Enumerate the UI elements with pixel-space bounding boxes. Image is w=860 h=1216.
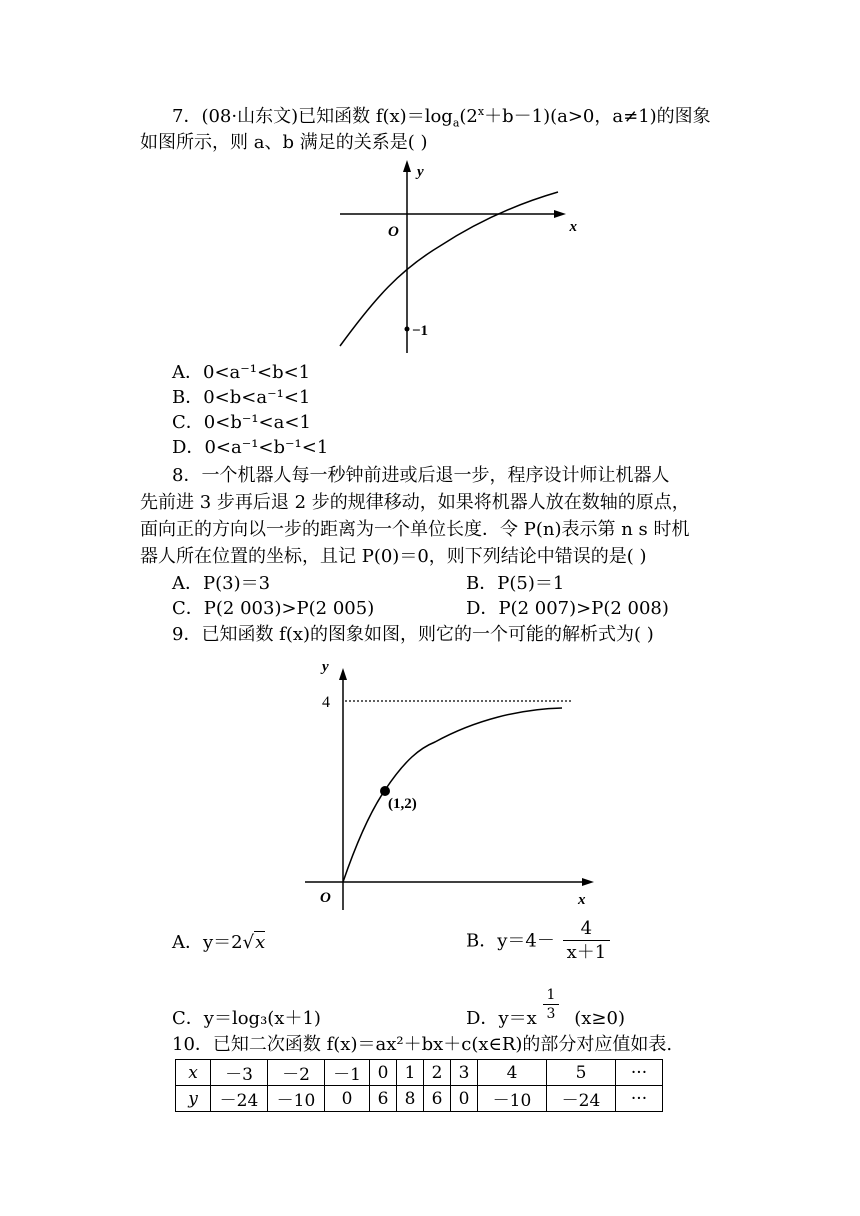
q9-figure [300,652,600,914]
q7-x-label: x [569,219,577,235]
q9-option-a: A．y＝2√x [172,932,266,953]
q9-stem: 9．已知函数 f(x)的图象如图，则它的一个可能的解析式为( ) [172,624,654,645]
q7-option-d: D．0<a⁻¹<b⁻¹<1 [172,437,329,458]
q7-curve [340,192,558,346]
q8-stem-line3: 面向正的方向以一步的距离为一个单位长度．令 P(n)表示第 n s 时机 [140,519,690,540]
q7-option-a: A．0<a⁻¹<b<1 [172,362,311,383]
q9-option-d: D．y＝x $\frac{1}{3}$ (x≥0) [466,987,625,1029]
q7-option-b: B．0<b<a⁻¹<1 [172,387,311,408]
q8-option-b: B．P(5)＝1 [466,573,565,594]
q8-option-c: C．P(2 003)>P(2 005) [172,598,375,619]
q9-x-axis-arrow [582,878,594,886]
q9-y-axis-arrow [339,668,347,680]
table-row-y: y －24 －10 0 6 8 6 0 －10 －24 ··· [176,1086,663,1112]
q9-point [380,786,390,796]
q10-value-table [175,1059,663,1112]
q8-option-d: D．P(2 007)>P(2 008) [466,598,669,619]
q7-x-axis-arrow [554,210,566,218]
q8-stem-line4: 器人所在位置的坐标，且记 P(0)＝0，则下列结论中错误的是( ) [140,546,647,567]
q9-origin-label: O [320,890,331,906]
q9-option-d-exponent: $\frac{1}{3}$ [543,986,560,1023]
q9-option-b: B．y＝4－ $\frac{4}{x+1}$ [466,918,610,965]
q7-stem-line2: 如图所示，则 a、b 满足的关系是( ) [140,132,428,153]
q7-tick-label: −1 [412,323,429,339]
q9-point-label: (1,2) [388,796,417,812]
q7-y-axis-arrow [403,160,411,172]
q9-asymptote-label: 4 [322,694,330,711]
q9-option-c: C．y＝log₃(x＋1) [172,1008,321,1029]
table-row-x: x －3 －2 －1 0 1 2 3 4 5 ··· [176,1060,663,1086]
q9-option-b-fraction: $\frac{4}{x+1}$ [563,918,611,965]
q7-figure [330,158,580,358]
q9-x-label: x [578,892,586,908]
q8-stem-line2: 先前进 3 步再后退 2 步的规律移动，如果将机器人放在数轴的原点， [140,492,690,513]
q7-origin-label: O [388,224,399,240]
q10-stem: 10．已知二次函数 f(x)＝ax²＋bx＋c(x∈R)的部分对应值如表. [172,1034,673,1055]
q7-stem-line1: 7．(08·山东文)已知函数 $f(x)=\log_a(2^x+b-1)(a>0$，a≠1)的图象 [172,105,711,130]
q7-y-label: y [417,164,424,180]
q8-stem-line1: 8．一个机器人每一秒钟前进或后退一步，程序设计师让机器人 [172,465,670,486]
q7-tick-point [405,327,410,332]
q8-option-a: A．P(3)＝3 [172,573,271,594]
q7-option-c: C．0<b⁻¹<a<1 [172,412,311,433]
q9-curve [343,708,562,882]
q9-y-label: y [322,659,329,675]
